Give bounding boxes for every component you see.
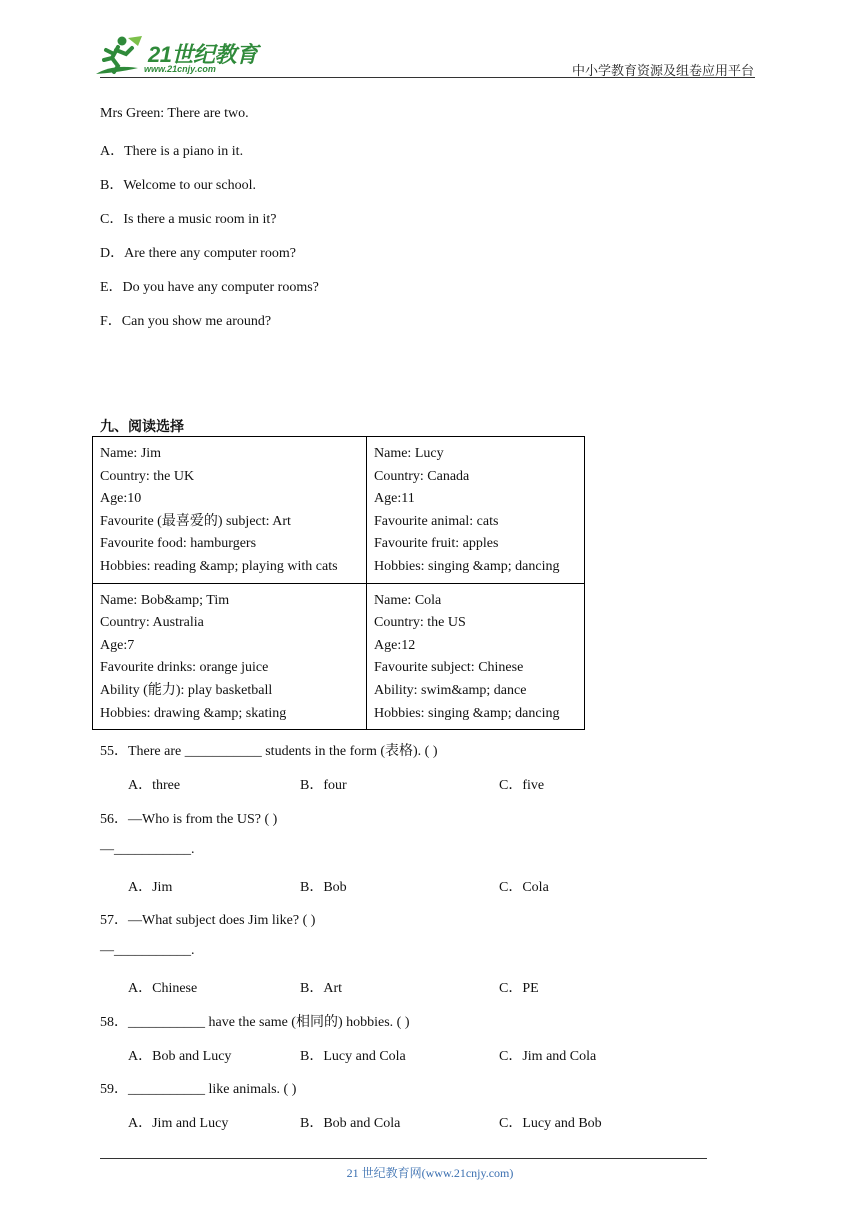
cell-line: Country: the US: [374, 615, 466, 631]
question-58: 58．___________ have the same (相同的) hobbies. ( ): [100, 1015, 410, 1030]
header-divider: [100, 77, 755, 78]
answer-line-56: —___________.: [100, 842, 195, 857]
table-row: [93, 583, 585, 730]
footer-divider: [100, 1158, 707, 1159]
cell-line: Ability (能力): play basketball: [100, 682, 273, 698]
cell-line: Age:11: [374, 491, 415, 507]
cell-line: Ability: swim&amp; dance: [374, 682, 527, 698]
dialogue-option-b: B．Welcome to our school.: [100, 178, 256, 193]
option-56-a[interactable]: A．Jim: [128, 880, 173, 895]
cell-line: Name: Lucy: [374, 446, 444, 461]
table-cell-bob-tim: [93, 583, 367, 730]
option-59-a[interactable]: A．Jim and Lucy: [128, 1116, 229, 1131]
option-57-a[interactable]: A．Chinese: [128, 981, 198, 996]
header-platform-text: 中小学教育资源及组卷应用平台: [571, 63, 754, 78]
student-info-table: [92, 436, 585, 730]
option-55-b[interactable]: B．four: [300, 778, 347, 793]
table-cell-lucy: [367, 437, 585, 584]
dialogue-option-d: D．Are there any computer room?: [100, 246, 296, 261]
question-57: 57．—What subject does Jim like? ( ): [100, 913, 316, 928]
table-cell-jim: [93, 437, 367, 584]
cell-line: Favourite drinks: orange juice: [100, 660, 269, 676]
table-row: [93, 437, 585, 584]
cell-line: Favourite animal: cats: [374, 513, 499, 529]
option-56-c[interactable]: C．Cola: [499, 880, 549, 895]
cell-line: Favourite (最喜爱的) subject: Art: [100, 513, 291, 529]
option-59-b[interactable]: B．Bob and Cola: [300, 1116, 401, 1131]
option-57-c[interactable]: C．PE: [499, 981, 539, 996]
option-55-c[interactable]: C．five: [499, 778, 545, 793]
cell-line: Favourite fruit: apples: [374, 536, 499, 552]
cell-line: Hobbies: singing &amp; dancing: [374, 705, 560, 721]
option-58-b[interactable]: B．Lucy and Cola: [300, 1049, 406, 1064]
site-logo: [92, 34, 262, 78]
section-title: 九、阅读选择: [100, 420, 184, 435]
cell-line: Name: Bob&amp; Tim: [100, 592, 230, 608]
dialogue-line: Mrs Green: There are two.: [100, 106, 249, 121]
logo-url: www.21cnjy.com: [144, 64, 216, 74]
cell-line: Country: Canada: [374, 468, 470, 484]
cell-line: Hobbies: singing &amp; dancing: [374, 558, 560, 574]
answer-line-57: —___________.: [100, 943, 195, 958]
dialogue-option-e: E．Do you have any computer rooms?: [100, 280, 319, 295]
cell-line: Age:12: [374, 637, 416, 653]
footer-link[interactable]: 21 世纪教育网(www.21cnjy.com): [346, 1166, 514, 1180]
option-58-a[interactable]: A．Bob and Lucy: [128, 1049, 232, 1064]
cell-line: Country: the UK: [100, 468, 195, 484]
dialogue-option-c: C．Is there a music room in it?: [100, 212, 277, 227]
question-55: 55．There are ___________ students in the form (表格). ( ): [100, 744, 438, 759]
option-58-c[interactable]: C．Jim and Cola: [499, 1049, 597, 1064]
option-59-c[interactable]: C．Lucy and Bob: [499, 1116, 602, 1131]
cell-line: Country: Australia: [100, 615, 204, 631]
question-59: 59．___________ like animals. ( ): [100, 1082, 297, 1097]
dialogue-option-f: F．Can you show me around?: [100, 314, 272, 329]
cell-line: Favourite food: hamburgers: [100, 536, 257, 552]
table-cell-cola: [367, 583, 585, 730]
option-57-b[interactable]: B．Art: [300, 981, 342, 996]
question-56: 56．—Who is from the US? ( ): [100, 812, 278, 827]
cell-line: Age:7: [100, 637, 135, 653]
runner-logo-icon: [92, 34, 148, 78]
logo-title: 21世纪教育: [148, 42, 258, 67]
option-55-a[interactable]: A．three: [128, 778, 181, 793]
cell-line: Name: Cola: [374, 592, 442, 608]
dialogue-option-a: A．There is a piano in it.: [100, 144, 244, 159]
cell-line: Hobbies: reading &amp; playing with cats: [100, 558, 338, 574]
cell-line: Favourite subject: Chinese: [374, 660, 524, 676]
cell-line: Age:10: [100, 491, 142, 507]
cell-line: Name: Jim: [100, 446, 162, 461]
cell-line: Hobbies: drawing &amp; skating: [100, 705, 287, 721]
option-56-b[interactable]: B．Bob: [300, 880, 347, 895]
